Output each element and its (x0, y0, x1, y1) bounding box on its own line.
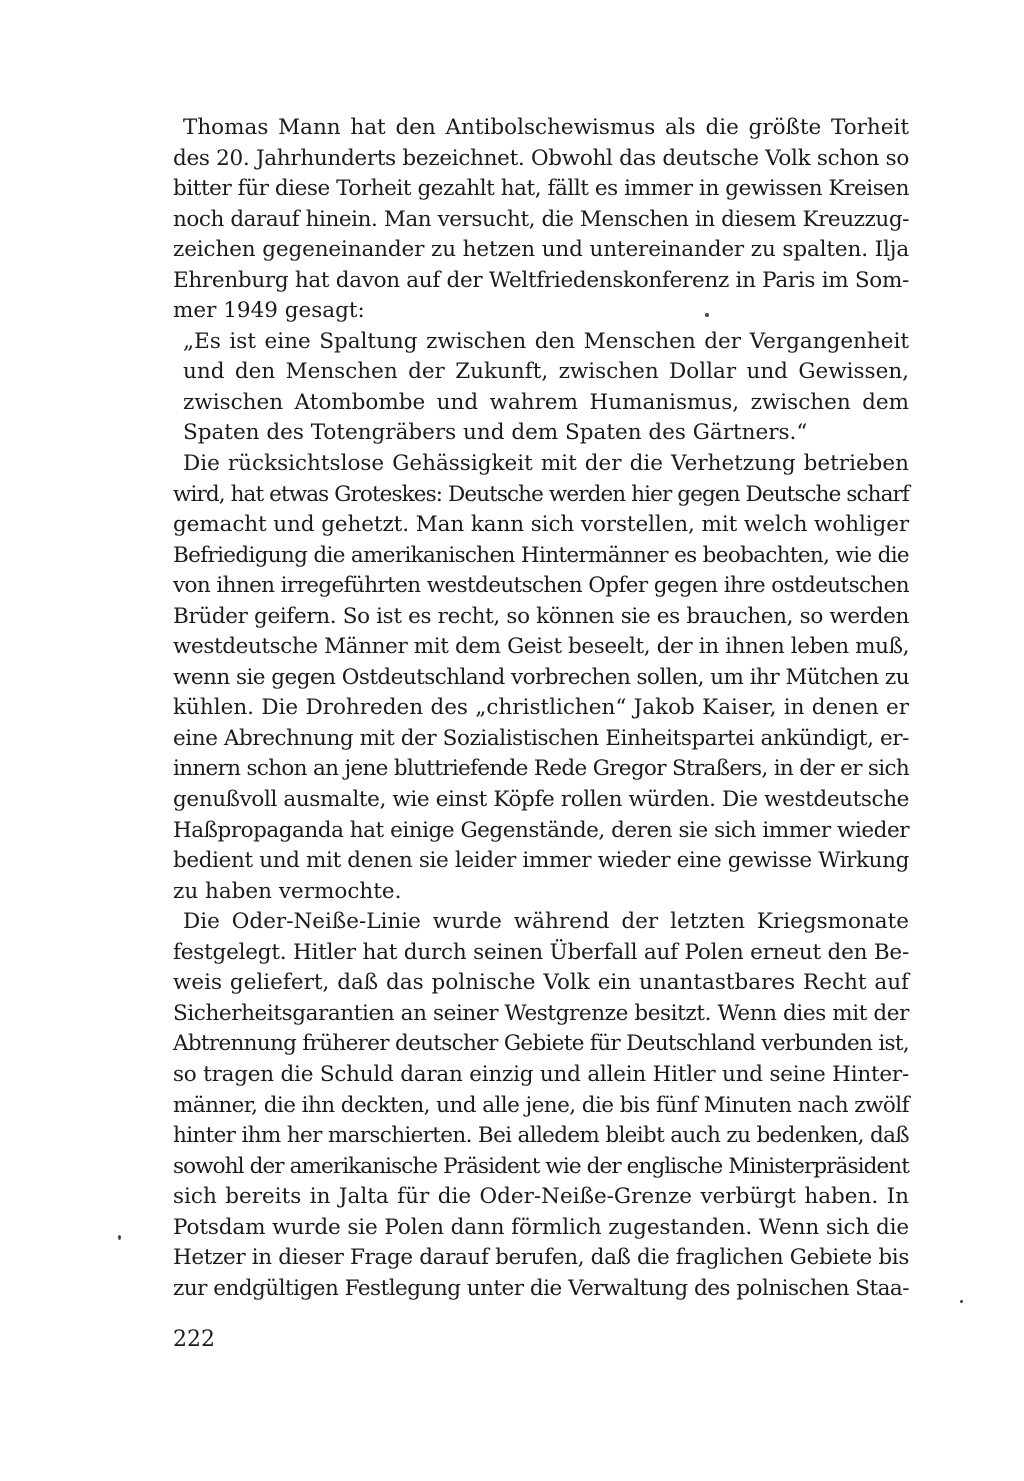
text-line: Potsdam wurde sie Polen dann förmlich zugestanden. Wenn sich die (173, 1214, 909, 1240)
scan-speck (960, 1300, 963, 1303)
text-line: und den Menschen der Zukunft, zwischen Dollar und Gewissen, (183, 359, 909, 385)
text-line: zwischen Atombombe und wahrem Humanismus, zwischen dem (183, 389, 909, 415)
text-line: Spaten des Totengräbers und dem Spaten des Gärtners.“ (183, 420, 808, 446)
text-line: wird, hat etwas Groteskes: Deutsche werden hier gegen Deutsche scharf (173, 481, 909, 507)
text-line: zur endgültigen Festlegung unter die Verwaltung des polnischen Staa- (173, 1275, 909, 1301)
text-line: genußvoll ausmalte, wie einst Köpfe rollen würden. Die westdeutsche (173, 787, 910, 813)
text-line: noch darauf hinein. Man versucht, die Menschen in diesem Kreuzzug- (173, 206, 909, 232)
text-line: „Es ist eine Spaltung zwischen den Menschen der Vergangenheit (183, 328, 909, 354)
text-line: eine Abrechnung mit der Sozialistischen Einheitspartei ankündigt, er- (173, 725, 909, 751)
text-line: Abtrennung früherer deutscher Gebiete für Deutschland verbunden ist, (173, 1031, 910, 1057)
text-line: Die rücksichtslose Gehässigkeit mit der die Verhetzung betrieben (183, 451, 909, 477)
text-line: mer 1949 gesagt: (173, 298, 365, 324)
text-line: sich bereits in Jalta für die Oder-Neiße-Grenze verbürgt haben. In (173, 1184, 909, 1210)
text-line: hinter ihm her marschierten. Bei alledem bleibt auch zu bedenken, daß (173, 1123, 909, 1149)
text-line: sowohl der amerikanische Präsident wie der englische Ministerpräsident (173, 1153, 909, 1179)
text-line: innern schon an jene bluttriefende Rede Gregor Straßers, in der er sich (173, 756, 909, 782)
text-line: zeichen gegeneinander zu hetzen und untereinander zu spalten. Ilja (173, 237, 910, 263)
text-line: Die Oder-Neiße-Linie wurde während der letzten Kriegsmonate (183, 909, 909, 935)
text-line: zu haben vermochte. (173, 878, 402, 904)
text-line: Befriedigung die amerikanischen Hintermänner es beobachten, wie die (173, 542, 909, 568)
text-line: weis geliefert, daß das polnische Volk ein unantastbares Recht auf (173, 970, 909, 996)
text-line: Ehrenburg hat davon auf der Weltfriedenskonferenz in Paris im Som- (173, 267, 909, 293)
page-number: 222 (173, 1327, 215, 1352)
text-line: bitter für diese Torheit gezahlt hat, fällt es immer in gewissen Kreisen (173, 176, 909, 202)
text-line: des 20. Jahrhunderts bezeichnet. Obwohl das deutsche Volk schon so (173, 145, 909, 171)
text-line: so tragen die Schuld daran einzig und allein Hitler und seine Hinter- (173, 1061, 909, 1087)
scan-speck (118, 1235, 121, 1240)
text-line: gemacht und gehetzt. Man kann sich vorstellen, mit welch wohliger (173, 512, 910, 538)
text-line: Thomas Mann hat den Antibolschewismus als die größte Torheit (183, 115, 909, 140)
text-line: Sicherheitsgarantien an seiner Westgrenze besitzt. Wenn dies mit der (173, 1000, 909, 1026)
text-line: wenn sie gegen Ostdeutschland vorbrechen sollen, um ihr Mütchen zu (173, 664, 909, 690)
text-line: bedient und mit denen sie leider immer wieder eine gewisse Wirkung (173, 848, 909, 874)
text-line: westdeutsche Männer mit dem Geist beseelt, der in ihnen leben muß, (173, 634, 910, 660)
text-line: Hetzer in dieser Frage darauf berufen, daß die fraglichen Gebiete bis (173, 1245, 909, 1271)
text-line: männer, die ihn deckten, und alle jene, die bis fünf Minuten nach zwölf (173, 1092, 909, 1118)
text-line: kühlen. Die Drohreden des „christlichen“ Jakob Kaiser, in denen er (173, 695, 909, 721)
text-line: Haßpropaganda hat einige Gegenstände, deren sie sich immer wieder (173, 817, 910, 843)
text-line: festgelegt. Hitler hat durch seinen Überfall auf Polen erneut den Be- (173, 939, 910, 965)
body-text (173, 113, 909, 1304)
text-line: von ihnen irregeführten westdeutschen Opfer gegen ihre ostdeutschen (173, 573, 910, 599)
scan-speck (705, 313, 709, 317)
text-line: Brüder geifern. So ist es recht, so können sie es brauchen, so werden (173, 603, 910, 629)
